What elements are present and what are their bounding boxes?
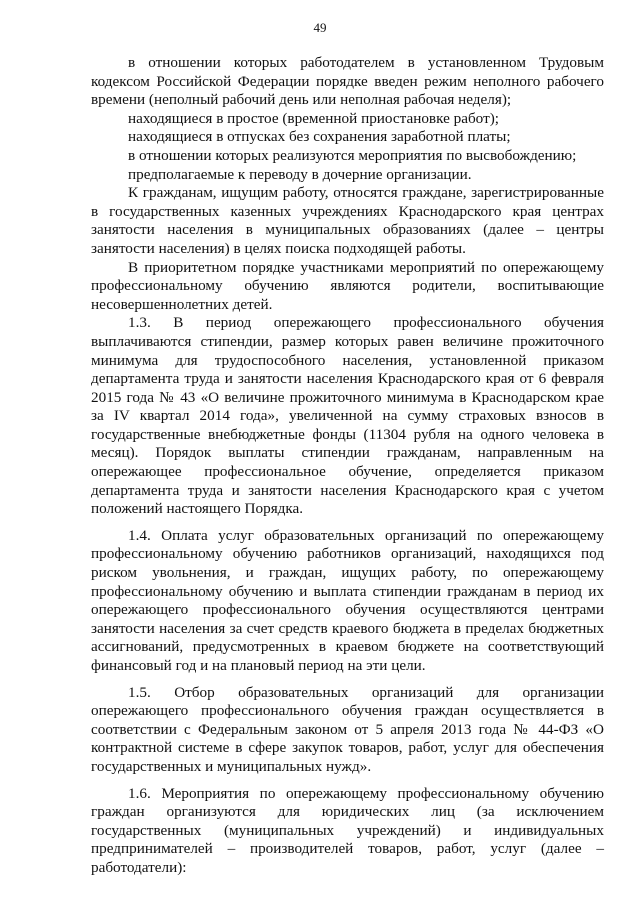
paragraph: в отношении которых работодателем в установленном Трудовым кодексом Российской Федерации порядке введен режим неполного рабочего времени (неполный рабочий день или неполная рабочая неделя); xyxy=(91,54,604,109)
paragraph-section-1-4: 1.4. Оплата услуг образовательных организаций по опережающему профессиональному обучению работников организаций, находящихся под риском увольнения, и граждан, ищущих работу, по опережающему профессиональному обучению и выплата стипендии гражданам в период их опережающего профессионального обучения осуществляются центрами занятости населения за счет средств краевого бюджета в пределах бюджетных ассигнований, предусмотренных в краевом бюджете на соответствующий финансовый год и на плановый период на эти цели. xyxy=(91,526,604,674)
paragraph: находящиеся в отпусках без сохранения заработной платы; xyxy=(128,128,511,146)
page-number: 49 xyxy=(313,20,327,35)
paragraph: в отношении которых реализуются мероприятия по высвобождению; xyxy=(128,146,577,164)
paragraph-section-1-5: 1.5. Отбор образовательных организаций для организации опережающего профессионального обучения граждан осуществляется в соответствии с Федеральным законом от 5 апреля 2013 года № 44-ФЗ «О контрактной системе в сфере закупок товаров, работ, услуг для обеспечения государственных и муниципальных нужд». xyxy=(91,683,604,775)
paragraph: В приоритетном порядке участниками мероприятий по опережающему профессиональному обучению являются родители, воспитывающие несовершеннолетних детей. xyxy=(91,258,604,313)
paragraph-section-1-3: 1.3. В период опережающего профессионального обучения выплачиваются стипендии, размер которых равен величине прожиточного минимума для трудоспособного населения, установленной приказом департамента труда и занятости населения Краснодарского края от 6 февраля 2015 года № 43 «О величине прожиточного минимума в Краснодарском крае за IV квартал 2014 года», увеличенной на сумму страховых взносов в государственные внебюджетные фонды (11304 рубля на одного человека в месяц). Порядок выплаты стипендии гражданам, направленным на опережающее профессиональное обучение, определяется приказом департамента труда и занятости населения Краснодарского края с учетом положений настоящего Порядка. xyxy=(91,314,604,518)
paragraph: находящиеся в простое (временной приостановке работ); xyxy=(128,109,499,127)
paragraph: К гражданам, ищущим работу, относятся граждане, зарегистрированные в государственных казенных учреждениях Краснодарского края центрах занятости населения в муниципальных образованиях (далее – центры занятости населения) в целях поиска подходящей работы. xyxy=(91,184,604,257)
paragraph-section-1-6: 1.6. Мероприятия по опережающему профессиональному обучению граждан организуются для юридических лиц (за исключением государственных (муниципальных учреждений) и индивидуальных предпринимателей – производителей товаров, работ, услуг (далее – работодатели): xyxy=(91,784,604,876)
paragraph: предполагаемые к переводу в дочерние организации. xyxy=(128,165,472,183)
document-body xyxy=(91,54,604,878)
